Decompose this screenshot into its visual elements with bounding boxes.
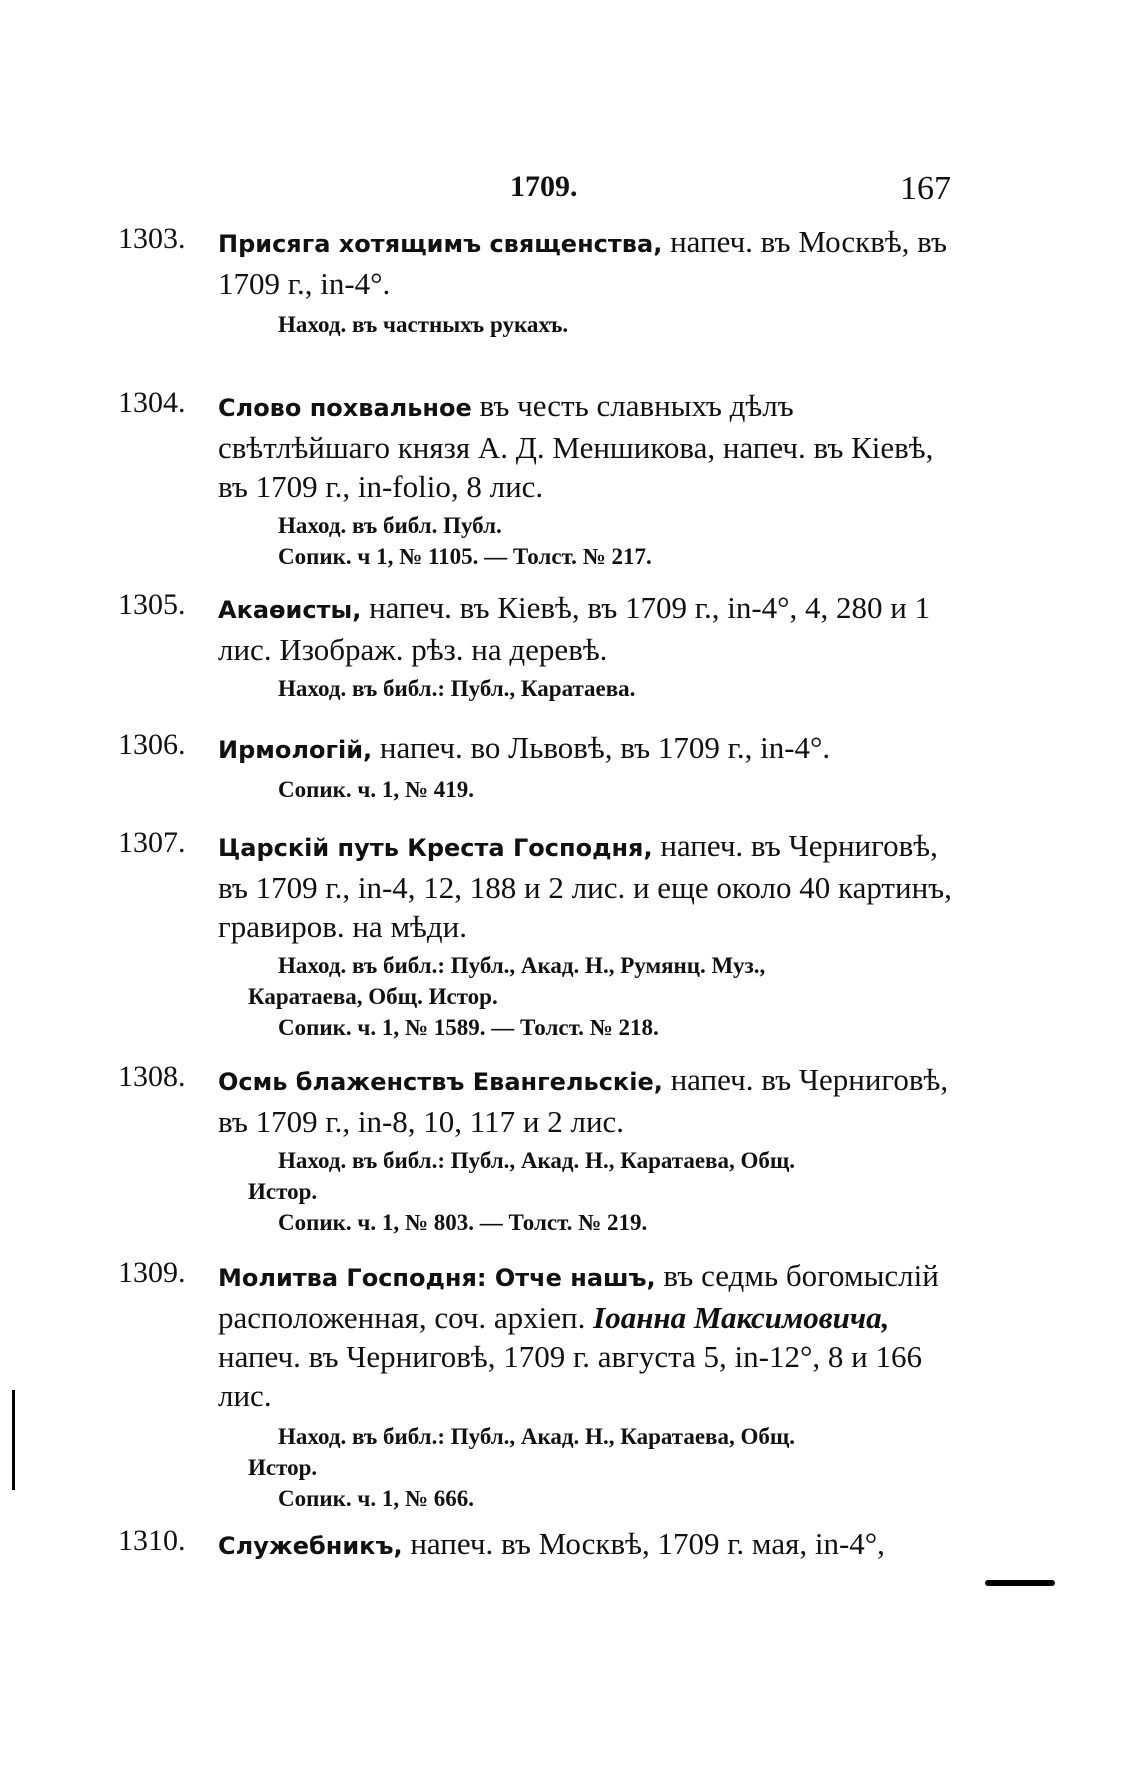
entry-location-cont: Каратаева, Общ. Истор. [248, 984, 498, 1009]
entry-location [248, 1145, 958, 1207]
entry-1303 [118, 222, 958, 340]
entry-location-cont: Истор. [248, 1455, 318, 1480]
entry-text-cont: напеч. въ Черниговѣ, 1709 г. августа 5, in-12°, 8 и 166 лис. [218, 1339, 922, 1413]
entry-catalog-ref: Сопик. ч. 1, № 1589. — Толст. № 218. [278, 1015, 659, 1040]
entry-title: Ирмологій, [218, 736, 373, 764]
scan-artifact-line [12, 1390, 15, 1490]
entry-body [218, 222, 958, 303]
page-header [0, 170, 1140, 210]
entry-title: Молитва Господня: Отче нашъ, [218, 1264, 656, 1292]
entry-location: Наход. въ библ.: Публ., Каратаева. [278, 676, 636, 701]
entry-title: Служебникъ, [218, 1532, 403, 1560]
entry-number: 1308. [118, 1060, 186, 1093]
entry-text: напеч. въ Черниговѣ, въ 1709 г., in-8, 10, 117 и 2 лис. [218, 1062, 949, 1139]
entry-body [218, 1524, 958, 1566]
entry-1306 [118, 728, 958, 805]
entry-location [248, 1421, 958, 1483]
entry-text: напеч. въ Кіевѣ, въ 1709 г., in-4°, 4, 280 и 1 лис. Изображ. рѣз. на деревѣ. [218, 590, 931, 667]
entry-body [218, 1060, 958, 1141]
entry-title: Царскій путь Креста Господня, [218, 834, 653, 862]
entry-text: напеч. въ Москвѣ, въ 1709 г., in-4°. [218, 224, 948, 301]
entry-catalog-ref: Сопик. ч. 1, № 666. [278, 1486, 474, 1511]
entry-text: въ честь славныхъ дѣлъ свѣтлѣйшаго князя А. Д. Меншикова, напеч. въ Кіевѣ, въ 1709 г., in-folio, 8 лис. [218, 388, 934, 504]
entry-text: напеч. въ Черниговѣ, въ 1709 г., in-4, 12, 188 и 2 лис. и еще около 40 картинъ, гравиров. на мѣди. [218, 828, 952, 944]
entry-number: 1310. [118, 1524, 186, 1557]
entry-location: Наход. въ частныхъ рукахъ. [278, 312, 569, 337]
entry-number: 1303. [118, 222, 186, 255]
entry-body [218, 386, 958, 506]
entry-1307 [118, 826, 958, 1043]
entry-number: 1309. [118, 1256, 186, 1289]
entry-catalog-ref: Сопик. ч. 1, № 419. [278, 777, 474, 802]
entry-number: 1307. [118, 826, 186, 859]
entry-body [218, 588, 958, 669]
entry-1310 [118, 1524, 958, 1566]
entry-location-line: Наход. въ библ.: Публ., Акад. Н., Каратаева, Общ. [278, 1424, 796, 1449]
entry-number: 1306. [118, 728, 186, 761]
entry-location: Наход. въ библ. Публ. [278, 513, 502, 538]
entry-catalog-ref: Сопик. ч. 1, № 803. — Толст. № 219. [278, 1210, 648, 1235]
entry-catalog-ref: Сопик. ч 1, № 1105. — Толст. № 217. [278, 544, 652, 569]
entry-title: Присяга хотящимъ священства, [218, 230, 663, 258]
entry-body [218, 728, 958, 770]
entry-1309 [118, 1256, 958, 1514]
entry-body [218, 826, 958, 946]
entry-1304 [118, 386, 958, 572]
entry-1305 [118, 588, 958, 704]
entry-1308 [118, 1060, 958, 1238]
entry-title: Акаѳисты, [218, 596, 362, 624]
entry-body [218, 1256, 958, 1415]
entry-title: Осмь блаженствъ Евангельскіе, [218, 1068, 663, 1096]
entry-number: 1304. [118, 386, 186, 419]
entry-author: Іоанна Максимовича, [593, 1300, 890, 1335]
header-year: 1709. [510, 170, 578, 203]
entry-location-line: Наход. въ библ.: Публ., Акад. Н., Румянц. Муз., [278, 953, 766, 978]
entry-location [248, 950, 958, 1012]
entry-text: напеч. во Львовѣ, въ 1709 г., in-4°. [372, 730, 831, 765]
entry-text: въ седмь богомыслій расположенная, соч. архіеп. [218, 1258, 939, 1335]
scan-artifact-smudge [985, 1580, 1055, 1586]
entry-location-line: Наход. въ библ.: Публ., Акад. Н., Каратаева, Общ. [278, 1148, 796, 1173]
page-number: 167 [900, 170, 951, 207]
entry-location-cont: Истор. [248, 1179, 318, 1204]
entry-title: Слово похвальное [218, 394, 472, 422]
entry-text: напеч. въ Москвѣ, 1709 г. мая, in-4°, [402, 1526, 885, 1561]
entry-number: 1305. [118, 588, 186, 621]
